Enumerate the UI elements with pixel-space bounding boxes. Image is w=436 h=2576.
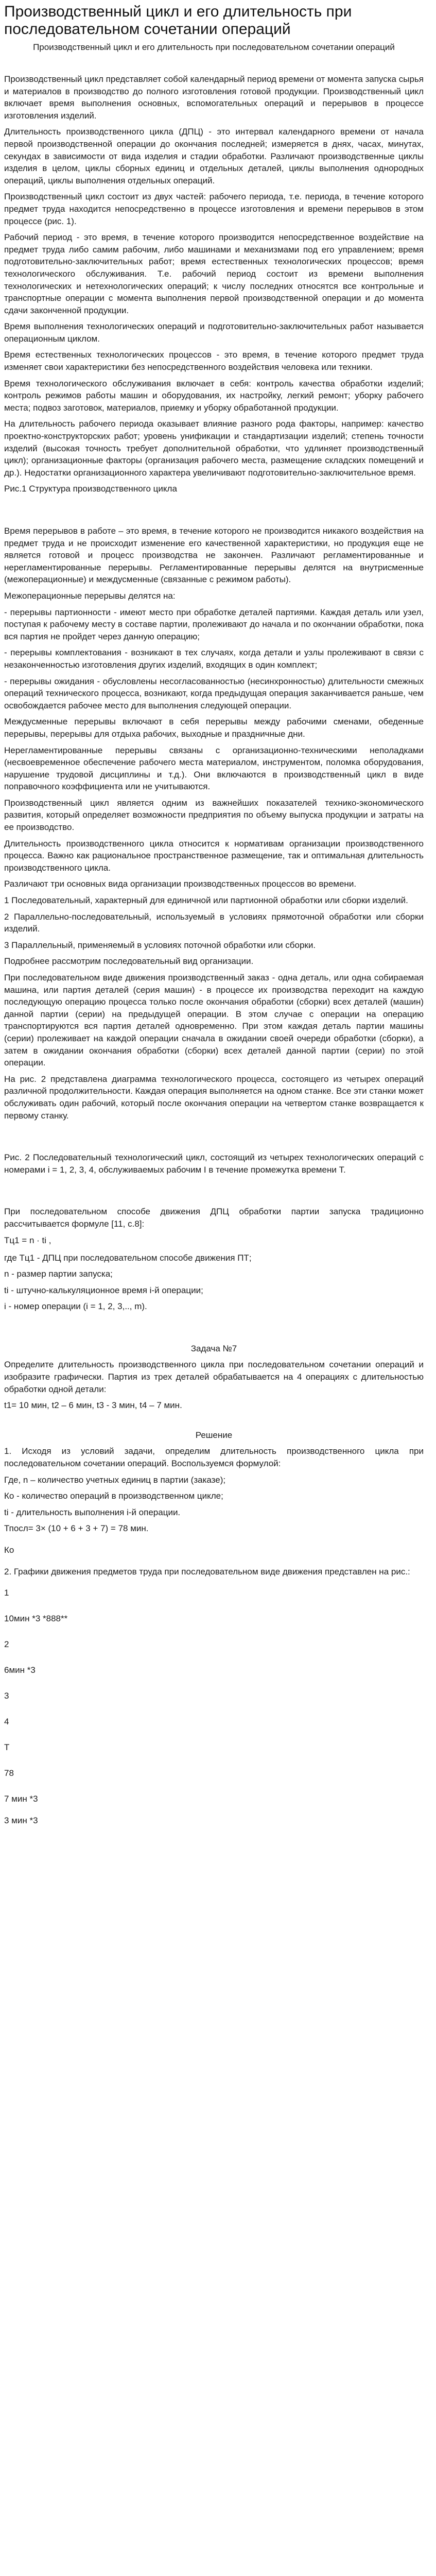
solution-definition: Ко - количество операций в производственном цикле; (4, 1491, 223, 1501)
paragraph: Рабочий период - это время, в течение которого производится непосредственное воздействие на предмет труда либо самим рабочим, либо машинами и механизмами под его управлением; время подготовительно-заключительных работ; время естественных технологических процессов; время технологического обслуживания. Т.е. рабочий период состоит из времени выполнения технологических и нетехнологических операций; к числу последних относятся все контрольные и транспортные операции с момента выполнения первой производственной операции и до момента сдачи законченной продукции. (4, 232, 424, 315)
formula-definition: i - номер операции (i = 1, 2, 3,.., m). (4, 1301, 147, 1312)
paragraph: Межоперационные перерывы делятся на: (4, 590, 176, 601)
formula-intro: При последовательном способе движения ДПЦ обработки партии запуска традиционно рассчитывается формуле [11, c.8]: (4, 1207, 424, 1229)
graph-line: 4 (4, 1717, 9, 1727)
solution-section (4, 1429, 424, 1827)
formula-definition: n - размер партии запуска; (4, 1269, 113, 1279)
formula-definition: где Тц1 - ДПЦ при последовательном способе движения ПТ; (4, 1252, 252, 1263)
breaks-section (4, 525, 424, 1122)
paragraph: На длительность рабочего периода оказывает влияние разного рода факторы, например: качество проектно-конструкторских работ; уровень унификации и стандартизации изделий; степень точности изделий (высокая точность требует дополнительной обработки, что удлиняет производственный цикл); организационные факторы (организация рабочего места, размещение складских помещений и др.). Недостатки организационного характера увеличивают подготовительно-заключительное время. (4, 419, 424, 478)
page-subtitle: Производственный цикл и его длительность при последовательном сочетании операций (33, 42, 395, 52)
paragraph: Время естественных технологических процессов - это время, в течение которого предмет труда изменяет свои характеристики без непосредственного воздействия человека или техники. (4, 350, 424, 372)
paragraph: Производственный цикл представляет собой календарный период времени от момента запуска сырья и материалов в производство до полного изготовления готовой продукции. Производственный цикл включает время выполнения основных, вспомогательных операций и перерывов в процессе изготовления изделий. (4, 74, 424, 121)
graph-line: 3 (4, 1691, 9, 1701)
solution-k-label: Ко (4, 1545, 14, 1555)
list-item: - перерывы комплектования - возникают в тех случаях, когда детали и узлы пролеживают в связи с незаконченностью изготовления других изделий, входящих в один комплект; (4, 648, 424, 670)
figure-2-caption: Рис. 2 Последовательный технологический цикл, состоящий из четырех технологических операций с номерами i = 1, 2, 3, 4, обслуживаемых рабочим I в течение промежутка времени Т. (4, 1153, 424, 1175)
task-section (4, 1343, 424, 1412)
paragraph: Подробнее рассмотрим последовательный вид организации. (4, 956, 254, 967)
paragraph: Междусменные перерывы включают в себя перерывы между рабочими сменами, обеденные перерывы, перерывы для отдыха рабочих, выходные и праздничные дни. (4, 717, 424, 739)
solution-step-1: 1. Исходя из условий задачи, определим длительность производственного цикла при последовательном сочетании операций. Воспользуемся формулой: (4, 1446, 424, 1469)
graph-line: 78 (4, 1768, 14, 1778)
graph-line: 1 (4, 1588, 9, 1598)
paragraph: На рис. 2 представлена диаграмма технологического процесса, состоящего из четырех операций различной продолжительности. Каждая операция выполняется на одном станке. Все эти станки может обслуживать один рабочий, который после окончания операции на четвертом станке возвращается к первому станку. (4, 1074, 424, 1121)
solution-definition: ti - длительность выполнения i-й операции. (4, 1507, 181, 1517)
list-item: 2 Параллельно-последовательный, используемый в условиях прямоточной обработки или сборки изделий. (4, 911, 424, 934)
paragraph: Время выполнения технологических операций и подготовительно-заключительных работ называется операционным циклом. (4, 321, 424, 344)
list-item: 3 Параллельный, применяемый в условиях поточной обработки или сборки. (4, 940, 316, 950)
paragraph: Длительность производственного цикла (ДПЦ) - это интервал календарного времени от начала первой производственной операции до окончания последней; измеряется в днях, часах, минутах, секундах в зависимости от вида изделия и стадии обработки. Различают производственные циклы изделия в целом, циклы сборных единиц и отдельных деталей, циклы выполнения однородных операций, циклы выполнения отдельных операций. (4, 127, 424, 185)
paragraph: Время перерывов в работе – это время, в течение которого не производится никакого воздействия на предмет труда и не происходит изменение его качественной характеристики, но продукция еще не является готовой и процесс производства не закончен. Различают регламентированные и нерегламентированные перерывы. Регламентированные перерывы делятся на внутрисменные (межоперационные) и междусменные (связанные с режимом работы). (4, 526, 424, 585)
paragraph: При последовательном виде движения производственный заказ - одна деталь, или одна собираемая машина, или партия деталей (серия машин) - в процессе их производства переходит на каждую последующую операцию процесса только после окончания обработки (сборки) всех деталей (машин) данной партии (серии) на предыдущей операции. В этом случае с операции на операцию транспортируются вся партия деталей одновременно. При этом каждая деталь партии машины (серии) пролеживает на каждой операции сначала в ожидании своей очереди обработки (сборки), а затем в ожидании окончания обработки (сборки) всех деталей данной партии (серии) по этой операции. (4, 973, 424, 1068)
graph-line: 3 мин *3 (4, 1816, 38, 1826)
figure-1-caption: Рис.1 Структура производственного цикла (4, 484, 177, 494)
task-values: t1= 10 мин, t2 – 6 мин, t3 - 3 мин, t4 – 7 мин. (4, 1400, 182, 1411)
list-item: - перерывы ожидания - обусловлены несогласованностью (несинхронностью) длительности смежных операций технического процесса, возникают, когда предыдущая операция заканчивается раньше, чем освобождается рабочее место для выполнения следующей операции. (4, 676, 424, 710)
paragraph: Различают три основных вида организации производственных процессов во времени. (4, 879, 357, 889)
list-item: - перерывы партионности - имеют место при обработке деталей партиями. Каждая деталь или узел, поступая к рабочему месту в составе партии, пролеживают до начала и по окончании обработки, пока вся партия не пройдет через данную операцию; (4, 607, 424, 641)
solution-heading: Решение (195, 1430, 233, 1440)
intro-section (4, 73, 424, 495)
paragraph: Нерегламентированные перерывы связаны с организационно-техническими неполадками (несвоевременное обеспечение рабочего места материалом, инструментом, поломка оборудования, нарушение трудовой дисциплины и т.д.). Они включаются в производственный цикл в виде поправочного коэффициента или не учитываются. (4, 745, 424, 792)
graph-text-lines (4, 1587, 424, 1827)
formula-definition: ti - штучно-калькуляционное время i-й операции; (4, 1285, 203, 1295)
paragraph: Время технологического обслуживания включает в себя: контроль качества обработки изделий; контроль режимов работы машин и оборудования, их настройку, легкий ремонт; уборку рабочего места; подвоз заготовок, материалов, приемку и уборку обработанной продукции. (4, 378, 424, 413)
formula-main: Тц1 = n · ti , (4, 1235, 51, 1245)
task-text: Определите длительность производственного цикла при последовательном сочетании операций и изобразите графически. Партия из трех деталей обрабатывается на 4 операциях с длительностью обработки одной детали: (4, 1360, 424, 1394)
solution-step-2: 2. Графики движения предметов труда при последовательном виде движения представлен на рис.: (4, 1566, 410, 1577)
solution-calculation: Тпосл= 3× (10 + 6 + 3 + 7) = 78 мин. (4, 1523, 149, 1534)
graph-line: 7 мин *3 (4, 1794, 38, 1804)
task-heading: Задача №7 (190, 1343, 237, 1353)
graph-line: 10мин *3 *888** (4, 1614, 68, 1624)
formula-section (4, 1206, 424, 1313)
list-item: 1 Последовательный, характерный для единичной или партионной обработки или сборки изделий. (4, 895, 408, 906)
paragraph: Производственный цикл является одним из важнейших показателей технико-экономического развития, который определяет возможности предприятия по объему выпуска продукции и затраты на ее производство. (4, 798, 424, 833)
page-title: Производственный цикл и его длительность при последовательном сочетании операций (4, 3, 352, 38)
graph-line: T (4, 1742, 10, 1753)
paragraph: Длительность производственного цикла относится к нормативам организации производственного процесса. Важно как рациональное пространственное размещение, так и оптимальная длительность производственного цикла. (4, 838, 424, 873)
paragraph: Производственный цикл состоит из двух частей: рабочего периода, т.е. периода, в течение которого предмет труда находится непосредственно в процессе изготовления и времени перерывов в этом процессе (рис. 1). (4, 192, 424, 226)
solution-definition: Где, n – количество учетных единиц в партии (заказе); (4, 1475, 226, 1485)
graph-line: 2 (4, 1639, 9, 1650)
graph-line: 6мин *3 (4, 1665, 36, 1675)
